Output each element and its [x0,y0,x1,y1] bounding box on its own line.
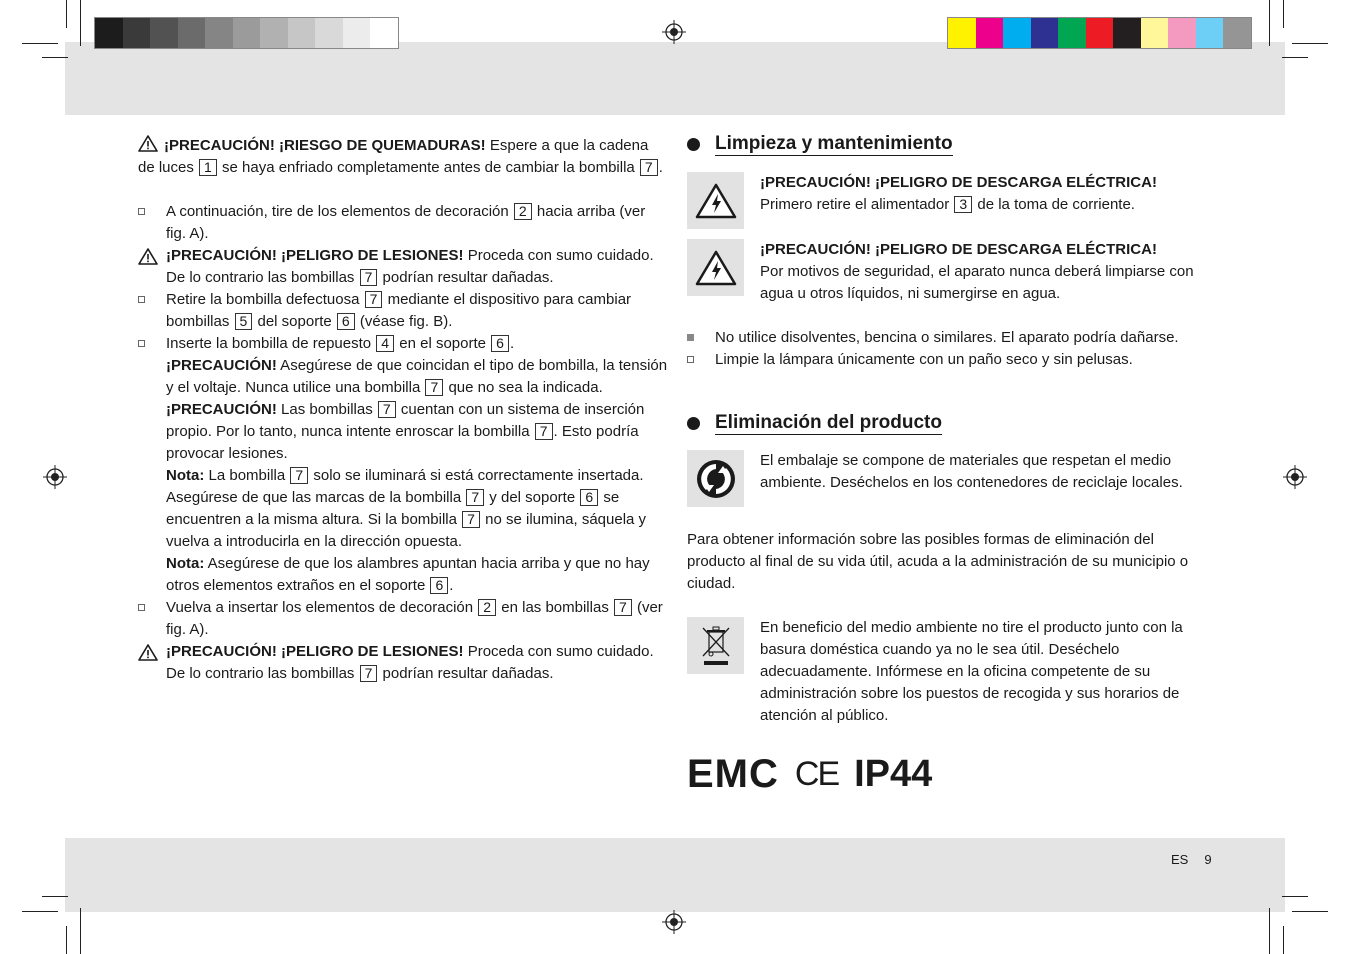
ip-rating-mark: IP44 [854,753,933,795]
color-swatch [1168,18,1196,48]
heading-text: Limpieza y mantenimiento [715,133,953,154]
registration-mark-icon [43,465,67,489]
part-number: 7 [378,401,396,418]
warning-title: ¡PRECAUCIÓN! ¡PELIGRO DE LESIONES! [166,643,464,660]
text: Primero retire el alimentador [760,196,954,213]
grayscale-color-bar [94,17,399,49]
text: Limpie la lámpara únicamente con un paño seco y sin pelusas. [715,351,1133,368]
step-checkbox-icon [138,340,145,347]
part-number: 4 [376,335,394,352]
text: de la toma de corriente. [973,196,1135,213]
part-number: 2 [514,203,532,220]
part-number: 7 [360,665,378,682]
color-swatch [315,18,343,48]
color-swatch [1031,18,1059,48]
step-checkbox-icon [138,208,145,215]
step-checkbox-icon [138,604,145,611]
part-number: 7 [535,423,553,440]
color-swatch [1003,18,1031,48]
crop-mark [1269,908,1270,954]
text: Asegúrese de que los alambres apuntan hacia arriba y que no hay otros elementos extraños en el soporte [166,555,650,594]
caution-label: ¡PRECAUCIÓN! [166,357,277,374]
certification-marks [687,752,932,797]
text: A continuación, tire de los elementos de decoración [166,203,513,220]
color-swatch [233,18,261,48]
crop-mark [1283,0,1284,28]
bullet-square-icon [687,334,694,341]
text: . [509,335,515,352]
crop-mark [66,0,67,28]
warning-triangle-icon [138,135,158,152]
step-reinsert-decoration [138,597,668,641]
text: Por motivos de seguridad, el aparato nunca deberá limpiarse con agua u otros líquidos, ni sumergirse en agua. [760,263,1194,302]
part-number: 6 [580,489,598,506]
text: Retire la bombilla defectuosa [166,291,364,308]
caution-label: ¡PRECAUCIÓN! [166,401,277,418]
note-label: Nota: [166,555,205,572]
step-checkbox-icon [687,356,694,363]
crop-mark [1269,0,1270,46]
text: . [658,159,663,176]
part-number: 7 [425,379,443,396]
part-number: 5 [235,313,253,330]
section-heading-disposal [687,409,1212,437]
color-swatch [205,18,233,48]
warning-triangle-icon [138,248,158,265]
crop-mark [1283,926,1284,954]
color-swatch [976,18,1004,48]
warning-title: ¡PRECAUCIÓN! ¡RIESGO DE QUEMADURAS! [164,137,486,154]
shock-warning-1 [687,172,1212,229]
text: Vuelva a insertar los elementos de decoración [166,599,478,616]
color-swatch [95,18,123,48]
color-swatch [343,18,371,48]
electric-shock-icon [687,239,744,296]
note-label: Nota: [166,467,205,484]
text: Las bombillas [276,401,377,418]
warning-title: ¡PRECAUCIÓN! ¡PELIGRO DE LESIONES! [166,247,464,264]
text: podrían resultar dañadas. [378,269,554,286]
crop-mark [1292,43,1328,44]
text: No utilice disolventes, bencina o similares. El aparato podría dañarse. [715,329,1179,346]
text: (ver fig. A). [166,599,663,638]
crop-mark [1282,896,1308,897]
ce-mark: CE [794,755,839,793]
text: . Esto podría provocar lesiones. [166,423,639,462]
warning-title: ¡PRECAUCIÓN! ¡PELIGRO DE DESCARGA ELÉCTRICA! [760,241,1157,258]
bullet-clean [687,349,1212,371]
emc-mark: EMC [687,752,779,796]
step-remove-bulb [138,289,668,333]
electric-shock-icon [687,172,744,229]
part-number: 1 [199,159,217,176]
footer-band [65,838,1285,912]
text: en las bombillas [497,599,613,616]
part-number: 7 [614,599,632,616]
text: que no sea la indicada. [444,379,603,396]
part-number: 7 [466,489,484,506]
warning-title: ¡PRECAUCIÓN! ¡PELIGRO DE DESCARGA ELÉCTRICA! [760,174,1157,191]
text: . [449,577,454,594]
step-insert-bulb [138,333,668,597]
text: hacia arriba (ver fig. A). [166,203,646,242]
color-swatch [370,18,398,48]
text: se encuentren a la misma altura. Si la bombilla [166,489,620,528]
text: cuentan con un sistema de inserción propio. Por lo tanto, nunca intente enroscar la bombilla [166,401,645,440]
color-swatch [1113,18,1141,48]
color-swatch [1141,18,1169,48]
step-checkbox-icon [138,296,145,303]
part-number: 6 [430,577,448,594]
warning-injury [138,641,668,685]
weee-note [687,617,1212,727]
color-swatch [150,18,178,48]
language-code: ES [1171,852,1189,867]
color-swatch [1196,18,1224,48]
text: solo se iluminará si está correctamente insertada. Asegúrese de que las marcas de la bombilla [166,467,644,506]
warning-burn [138,135,668,179]
text: del soporte [253,313,336,330]
text: La bombilla [204,467,290,484]
color-swatch [123,18,151,48]
text: podrían resultar dañadas. [378,665,554,682]
crop-mark [80,0,81,46]
green-dot-recycling-icon [687,450,744,507]
text: (véase fig. B). [355,313,453,330]
part-number: 6 [491,335,509,352]
part-number: 2 [478,599,496,616]
warning-injury [138,245,668,289]
color-swatch [948,18,976,48]
color-swatch [1058,18,1086,48]
right-column [687,130,1212,727]
crop-mark [1282,57,1308,58]
step-remove-decoration [138,201,668,245]
registration-mark-icon [662,910,686,934]
crop-mark [22,911,58,912]
shock-warning-2 [687,239,1212,305]
crop-mark [80,908,81,954]
registration-mark-icon [1283,465,1307,489]
color-swatch [178,18,206,48]
color-swatch [288,18,316,48]
part-number: 7 [462,511,480,528]
text: se haya enfriado completamente antes de cambiar la bombilla [217,159,639,176]
page-number: 9 [1204,852,1212,867]
text: en el soporte [395,335,491,352]
left-column [138,135,668,685]
crop-mark [42,896,68,897]
text: Asegúrese de que coincidan el tipo de bombilla, la tensión y el voltaje. Nunca utilice una bombilla [166,357,668,396]
crop-mark [42,57,68,58]
bullet-solvents [687,327,1212,349]
text: El embalaje se compone de materiales que respetan el medio ambiente. Deséchelos en los contenedores de reciclaje locales. [760,452,1183,491]
part-number: 7 [640,159,658,176]
color-swatch [1086,18,1114,48]
disposal-info-text: Para obtener información sobre las posibles formas de eliminación del producto al final de su vida útil, acuda a la administración de su municipio o ciudad. [687,531,1189,592]
warning-triangle-icon [138,644,158,661]
page-footer [1171,852,1212,867]
registration-mark-icon [662,20,686,44]
bullet-dot-icon [687,138,700,151]
part-number: 3 [954,196,972,213]
part-number: 7 [290,467,308,484]
crossed-out-bin-icon [687,617,744,674]
text: y del soporte [485,489,580,506]
process-color-bar [947,17,1252,49]
header-band [65,42,1285,115]
text: Proceda con sumo cuidado. De lo contrario las bombillas [166,643,654,682]
color-swatch [1223,18,1251,48]
crop-mark [66,926,67,954]
bullet-dot-icon [687,417,700,430]
crop-mark [1292,911,1328,912]
heading-text: Eliminación del producto [715,412,942,433]
packaging-note [687,450,1212,507]
part-number: 7 [365,291,383,308]
text: Espere a que la cadena de luces [138,137,649,176]
text: Proceda con sumo cuidado. De lo contrario las bombillas [166,247,654,286]
text: Inserte la bombilla de repuesto [166,335,376,352]
text: no se ilumina, sáquela y vuelva a introducirla en la dirección opuesta. [166,511,647,550]
crop-mark [22,43,58,44]
text: En beneficio del medio ambiente no tire el producto junto con la basura doméstica cuando ya no le sea útil. Deséchelo adecuadamente. Infórmese en la oficina competente de su administración sobre los puestos de recogida y sus horarios de atención al público. [760,619,1183,724]
section-heading-cleaning [687,130,1212,158]
part-number: 7 [360,269,378,286]
part-number: 6 [337,313,355,330]
text: mediante el dispositivo para cambiar bombillas [166,291,632,330]
color-swatch [260,18,288,48]
